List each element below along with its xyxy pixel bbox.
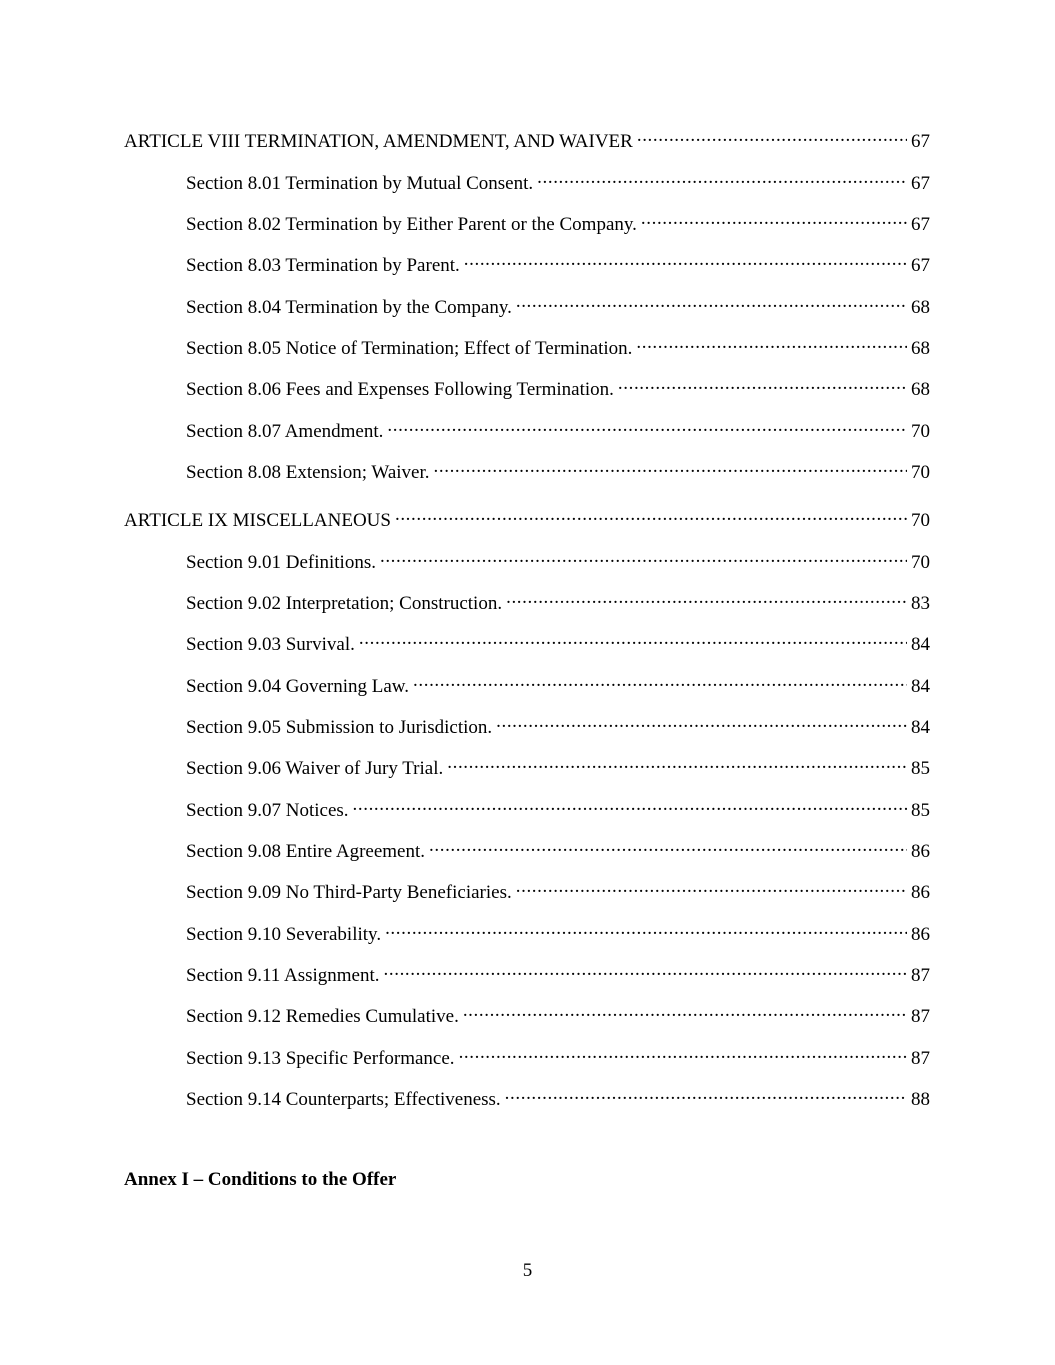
- page-number: 5: [522, 1260, 533, 1281]
- toc-dot-leader: [380, 546, 907, 568]
- toc-section-label: Section 8.07 Amendment.: [186, 421, 384, 442]
- toc-page-number: 68: [911, 338, 930, 359]
- toc-page-number: 67: [911, 214, 930, 235]
- toc-section-8-04[interactable]: [186, 291, 930, 318]
- toc-dot-leader: [496, 711, 907, 733]
- toc-page-number: 86: [911, 882, 930, 903]
- toc-page-number: 87: [911, 965, 930, 986]
- toc-section-label: Section 9.12 Remedies Cumulative.: [186, 1006, 459, 1027]
- toc-dot-leader: [359, 628, 907, 650]
- toc-page-number: 67: [911, 255, 930, 276]
- toc-section-label: Section 8.08 Extension; Waiver.: [186, 462, 430, 483]
- toc-section-label: Section 9.01 Definitions.: [186, 552, 376, 573]
- toc-dot-leader: [516, 291, 907, 313]
- toc-dot-leader: [464, 249, 907, 271]
- toc-dot-leader: [636, 332, 907, 354]
- toc-dot-leader: [434, 456, 907, 478]
- toc-section-8-02[interactable]: [186, 208, 930, 235]
- toc-dot-leader: [505, 1083, 907, 1105]
- toc-section-9-07[interactable]: [186, 794, 930, 821]
- toc-section-label: Section 9.03 Survival.: [186, 634, 355, 655]
- toc-article-label: ARTICLE VIII TERMINATION, AMENDMENT, AND WAIVER: [124, 131, 633, 152]
- toc-dot-leader: [384, 959, 907, 981]
- toc-page-number: 84: [911, 717, 930, 738]
- annex-heading[interactable]: Annex I – Conditions to the Offer: [124, 1169, 397, 1190]
- toc-page-number: 86: [911, 924, 930, 945]
- toc-page-number: 86: [911, 841, 930, 862]
- toc-section-8-03[interactable]: [186, 249, 930, 276]
- toc-page-number: 68: [911, 297, 930, 318]
- toc-section-8-05[interactable]: [186, 332, 930, 359]
- toc-dot-leader: [429, 835, 907, 857]
- toc-section-label: Section 9.11 Assignment.: [186, 965, 380, 986]
- toc-section-9-09[interactable]: [186, 876, 930, 903]
- toc-section-label: Section 9.06 Waiver of Jury Trial.: [186, 758, 444, 779]
- toc-section-label: Section 8.05 Notice of Termination; Effect of Termination.: [186, 338, 633, 359]
- toc-page-number: 85: [911, 800, 930, 821]
- toc-section-label: Section 8.04 Termination by the Company.: [186, 297, 512, 318]
- toc-dot-leader: [413, 670, 907, 692]
- toc-section-9-10[interactable]: [186, 918, 930, 945]
- toc-dot-leader: [537, 167, 907, 189]
- toc-section-9-02[interactable]: [186, 587, 930, 614]
- toc-section-9-05[interactable]: [186, 711, 930, 738]
- toc-section-label: Section 9.14 Counterparts; Effectiveness.: [186, 1089, 501, 1110]
- toc-page-number: 70: [911, 552, 930, 573]
- toc-section-9-14[interactable]: [186, 1083, 930, 1110]
- toc-article-viii[interactable]: [124, 125, 930, 152]
- toc-section-label: Section 9.04 Governing Law.: [186, 676, 410, 697]
- toc-page-number: 67: [911, 131, 930, 152]
- toc-section-9-12[interactable]: [186, 1000, 930, 1027]
- toc-section-label: Section 8.06 Fees and Expenses Following Termination.: [186, 379, 614, 400]
- toc-section-label: Section 9.02 Interpretation; Construction.: [186, 593, 503, 614]
- toc-page-number: 84: [911, 634, 930, 655]
- toc-page-number: 70: [911, 421, 930, 442]
- toc-section-label: Section 9.09 No Third-Party Beneficiaries.: [186, 882, 512, 903]
- toc-dot-leader: [459, 1042, 907, 1064]
- toc-section-label: Section 8.01 Termination by Mutual Consent.: [186, 173, 534, 194]
- toc-section-label: Section 9.08 Entire Agreement.: [186, 841, 426, 862]
- toc-page-number: 83: [911, 593, 930, 614]
- toc-section-8-07[interactable]: [186, 415, 930, 442]
- toc-page-number: 85: [911, 758, 930, 779]
- toc-page-number: 88: [911, 1089, 930, 1110]
- toc-page-number: 67: [911, 173, 930, 194]
- toc-dot-leader: [618, 373, 907, 395]
- toc-section-label: Section 8.02 Termination by Either Parent or the Company.: [186, 214, 637, 235]
- toc-section-9-04[interactable]: [186, 670, 930, 697]
- toc-page-number: 68: [911, 379, 930, 400]
- toc-dot-leader: [637, 125, 907, 147]
- toc-section-9-03[interactable]: [186, 628, 930, 655]
- toc-section-label: Section 9.13 Specific Performance.: [186, 1048, 455, 1069]
- toc-dot-leader: [516, 876, 907, 898]
- toc-section-8-01[interactable]: [186, 167, 930, 194]
- toc-section-label: Section 9.07 Notices.: [186, 800, 349, 821]
- toc-section-8-06[interactable]: [186, 373, 930, 400]
- toc-dot-leader: [463, 1000, 907, 1022]
- toc-section-label: Section 9.10 Severability.: [186, 924, 382, 945]
- toc-dot-leader: [641, 208, 907, 230]
- toc-page-number: 84: [911, 676, 930, 697]
- toc-section-9-01[interactable]: [186, 546, 930, 573]
- toc-section-8-08[interactable]: [186, 456, 930, 483]
- toc-section-9-13[interactable]: [186, 1042, 930, 1069]
- toc-dot-leader: [353, 794, 907, 816]
- toc-dot-leader: [447, 752, 907, 774]
- toc-section-9-06[interactable]: [186, 752, 930, 779]
- toc-page-number: 70: [911, 462, 930, 483]
- toc-dot-leader: [395, 504, 907, 526]
- toc-page-number: 87: [911, 1006, 930, 1027]
- toc-section-label: Section 9.05 Submission to Jurisdiction.: [186, 717, 493, 738]
- toc-dot-leader: [385, 918, 907, 940]
- toc-article-label: ARTICLE IX MISCELLANEOUS: [124, 510, 391, 531]
- toc-section-9-08[interactable]: [186, 835, 930, 862]
- toc-section-label: Section 8.03 Termination by Parent.: [186, 255, 460, 276]
- toc-article-ix[interactable]: [124, 504, 930, 531]
- toc-dot-leader: [387, 415, 907, 437]
- toc-page-number: 87: [911, 1048, 930, 1069]
- toc-dot-leader: [506, 587, 907, 609]
- toc-section-9-11[interactable]: [186, 959, 930, 986]
- toc-page-number: 70: [911, 510, 930, 531]
